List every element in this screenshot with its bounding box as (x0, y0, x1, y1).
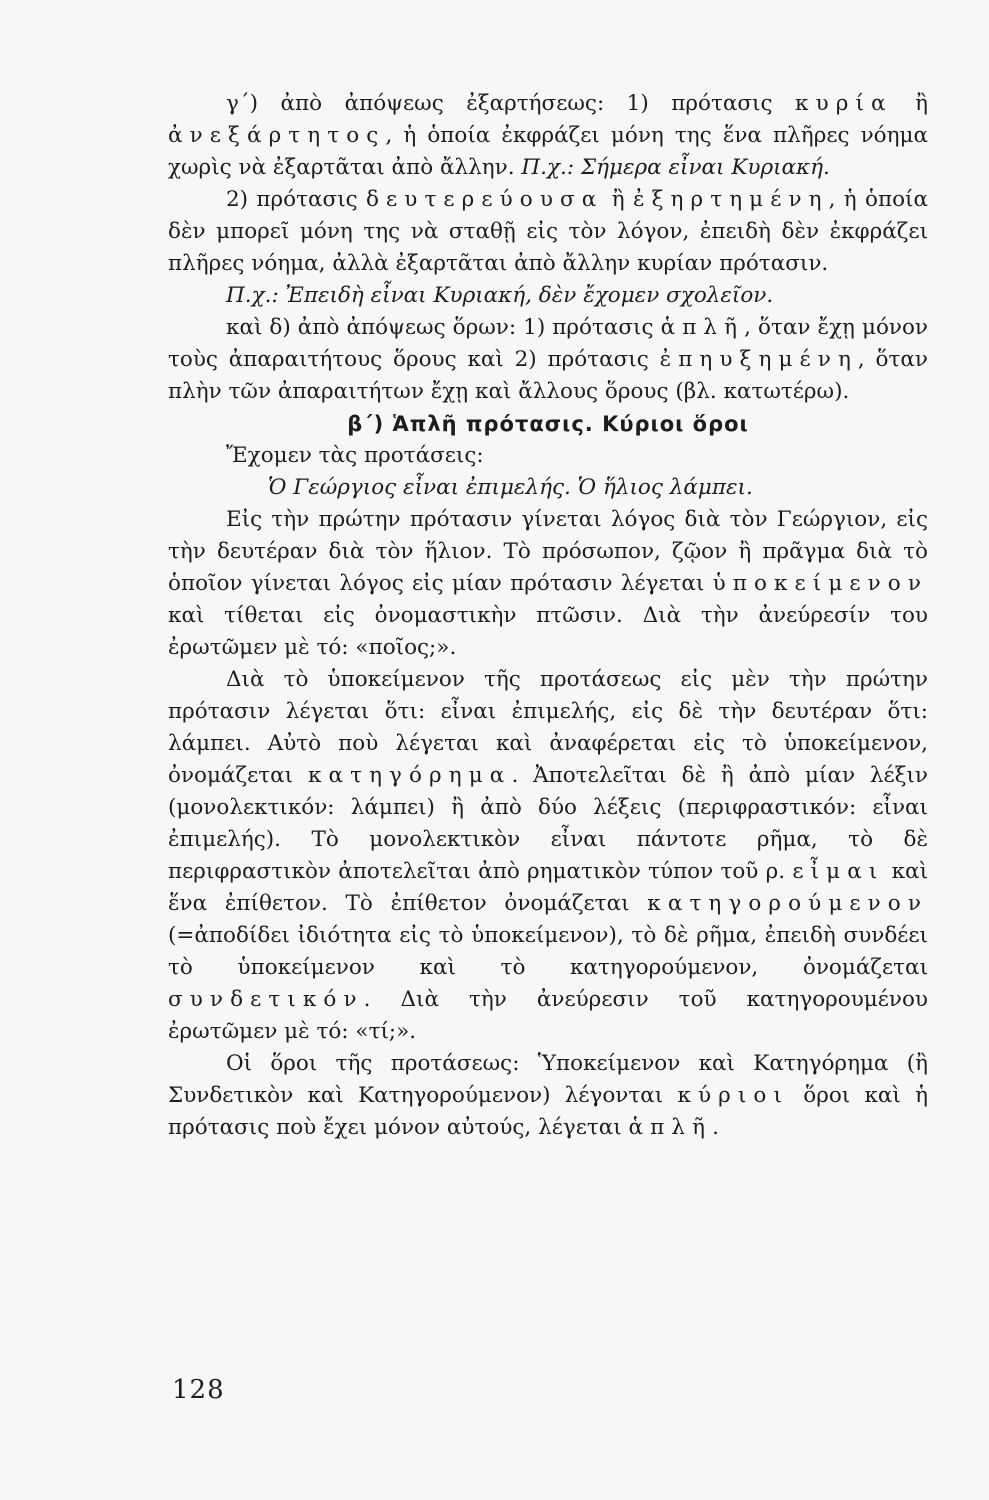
section-heading: β΄) Ἁπλῆ πρότασις. Κύριοι ὅροι (347, 412, 749, 436)
text-run: . (712, 1115, 719, 1140)
text-run: (=ἀποδίδει ἰδιότητα εἰς τὸ ὑποκείμενον), τὸ δὲ ρῆμα, ἐπειδὴ συνδέει τὸ ὑποκείμενον καὶ τὸ κατηγορούμενον, ὀνομάζεται (168, 923, 928, 980)
spaced-term: ἁπλῆ (628, 1115, 713, 1140)
text-run: Οἱ ὅροι τῆς προτάσεως: Ὑποκείμενον καὶ Κατηγόρημα (ἢ Συνδετικὸν καὶ Κατηγορούμενον) λέγονται (168, 1051, 928, 1108)
text-run: , ἡ ὁποία ἐκφράζει μόνη της ἕνα πλῆρες νόημα χωρὶς νὰ ἐξαρτᾶται ἀπὸ ἄλλην. (168, 123, 928, 180)
spaced-term: δευτερεύουσα (366, 187, 604, 212)
text-run: . Διὰ τὴν ἀνεύρεσιν τοῦ κατηγορουμένου ἐρωτῶμεν μὲ τό: «τί;». (168, 987, 928, 1044)
spaced-term: κατηγορούμενον (647, 891, 929, 916)
spaced-term: κύριοι (677, 1083, 789, 1108)
spaced-term: ὑποκείμενον (712, 571, 928, 596)
spaced-term: ἐπηυξημένη (659, 347, 858, 372)
spaced-term: εἶμαι (792, 859, 885, 884)
spaced-term: ἁπλῆ (660, 315, 745, 340)
example-dependent: Π.χ.: Ἐπειδὴ εἶναι Κυριακή, δὲν ἔχομεν σχολεῖον. (226, 283, 774, 308)
paragraph-main-terms (168, 1048, 928, 1144)
paragraph-dependent (168, 184, 928, 280)
page-number: 128 (172, 1375, 225, 1405)
text-run: 2) πρότασις (226, 187, 358, 212)
paragraph-subject (168, 504, 928, 664)
text-run: ἢ (915, 91, 928, 116)
spaced-term: κυρία (795, 91, 893, 116)
text-run: , ὅταν ἔχῃ μόνον τοὺς ἀπαραιτήτους ὅρους καὶ 2) πρότασις (168, 315, 928, 372)
text-run: Εἰς τὴν πρώτην πρότασιν γίνεται λόγος διὰ τὸν Γεώργιον, εἰς τὴν δευτέραν διὰ τὸν ἥλιον. Τὸ πρόσωπον, ζῷον ἢ πρᾶγμα διὰ τὸ ὁποῖον γίνεται λόγος εἰς μίαν πρότασιν λέγεται (168, 507, 928, 596)
text-run: , ἡ ὁποία δὲν μπορεῖ μόνη της νὰ σταθῇ εἰς τὸν λόγον, ἐπειδὴ δὲν ἐκφράζει πλῆρες νόημα, ἀλλὰ ἐξαρτᾶται ἀπὸ ἄλλην κυρίαν πρότασιν. (168, 187, 928, 276)
example-text: Π.χ.: Σήμερα εἶναι Κυριακή. (521, 155, 830, 180)
text-run: . Ἀποτελεῖται δὲ ἢ ἀπὸ μίαν λέξιν (μονολεκτικόν: λάμπει) ἢ ἀπὸ δύο λέξεις (περιφραστικόν: εἶναι ἐπιμελής). Τὸ μονολεκτικὸν εἶναι πάντοτε ρῆμα, τὸ δὲ περιφραστικὸν ἀποτελεῖται ἀπὸ ρηματικὸν τύπον τοῦ ρ. (168, 763, 928, 884)
text-run: ἢ (611, 187, 625, 212)
body-text (168, 88, 928, 1144)
example-sentences: Ὁ Γεώργιος εἶναι ἐπιμελής. Ὁ ἥλιος λάμπει. (268, 475, 753, 500)
spaced-term: κατηγόρημα (307, 763, 512, 788)
text-run: γ΄) ἀπὸ ἀπόψεως ἐξαρτήσεως: 1) πρότασις (226, 91, 773, 116)
paragraph-independence (168, 88, 928, 184)
spaced-term: ἐξηρτημένη (632, 187, 829, 212)
text-run: ὅροι καὶ ἡ πρότασις ποὺ ἔχει μόνον αὐτούς, λέγεται (168, 1083, 928, 1140)
text-run: καὶ τίθεται εἰς ὀνομαστικὴν πτῶσιν. Διὰ τὴν ἀνεύρεσίν του ἐρωτῶμεν μὲ τό: «ποῖος;». (168, 603, 928, 660)
text-run: καὶ ἕνα ἐπίθετον. Τὸ ἐπίθετον ὀνομάζεται (168, 859, 928, 916)
spaced-term: συνδετικόν (168, 987, 364, 1012)
spaced-term: ἀνεξάρτητος (168, 123, 386, 148)
text-run: , ὅταν πλὴν τῶν ἀπαραιτήτων ἔχῃ καὶ ἄλλους ὅρους (βλ. κατωτέρω). (168, 347, 928, 404)
paragraph-examples-intro: Ἔχομεν τὰς προτάσεις: (226, 443, 484, 468)
paragraph-predicate (168, 664, 928, 1048)
paragraph-terms (168, 312, 928, 408)
text-run: καὶ δ) ἀπὸ ἀπόψεως ὅρων: 1) πρότασις (226, 315, 654, 340)
text-run: Διὰ τὸ ὑποκείμενον τῆς προτάσεως εἰς μὲν τὴν πρώτην πρότασιν λέγεται ὅτι: εἶναι ἐπιμελής, εἰς δὲ τὴν δευτέραν ὅτι: λάμπει. Αὐτὸ ποὺ λέγεται καὶ ἀναφέρεται εἰς τὸ ὑποκείμενον, ὀνομάζεται (168, 667, 928, 788)
